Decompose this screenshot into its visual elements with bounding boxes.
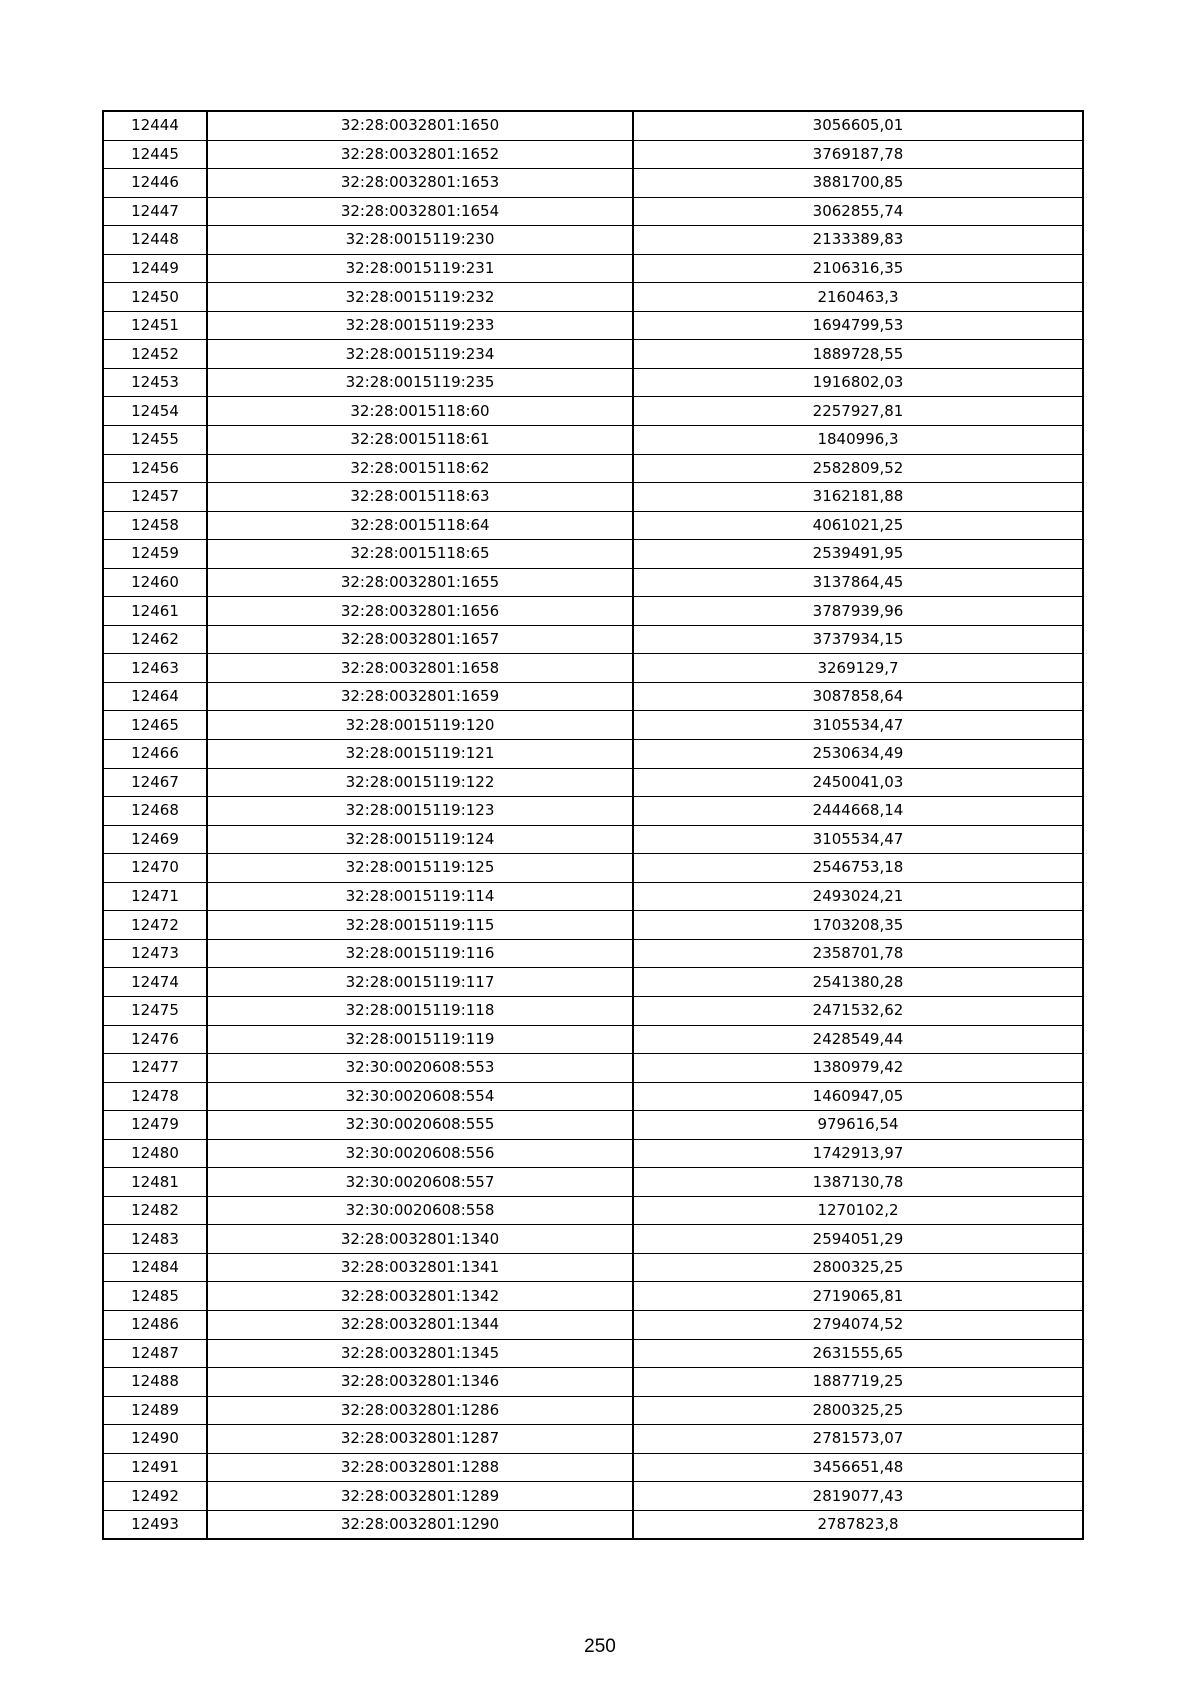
cadastral-value-table (102, 110, 1084, 1540)
table-row (103, 1339, 1083, 1368)
row-number-cell: 12465 (103, 711, 207, 740)
table-row (103, 1453, 1083, 1482)
row-number-cell: 12491 (103, 1453, 207, 1482)
cadastral-number-cell: 32:28:0032801:1342 (207, 1282, 633, 1311)
value-cell: 2819077,43 (633, 1482, 1083, 1511)
value-cell: 4061021,25 (633, 511, 1083, 540)
row-number-cell: 12458 (103, 511, 207, 540)
value-cell: 2450041,03 (633, 768, 1083, 797)
value-cell: 2539491,95 (633, 540, 1083, 569)
table-row (103, 682, 1083, 711)
value-cell: 2444668,14 (633, 797, 1083, 826)
cadastral-number-cell: 32:28:0032801:1655 (207, 568, 633, 597)
cadastral-number-cell: 32:28:0015118:61 (207, 426, 633, 455)
value-cell: 2582809,52 (633, 454, 1083, 483)
value-cell: 2631555,65 (633, 1339, 1083, 1368)
cadastral-number-cell: 32:28:0032801:1341 (207, 1253, 633, 1282)
row-number-cell: 12481 (103, 1168, 207, 1197)
table-row (103, 1225, 1083, 1254)
row-number-cell: 12482 (103, 1196, 207, 1225)
table-row (103, 1282, 1083, 1311)
cadastral-number-cell: 32:28:0015119:114 (207, 882, 633, 911)
page-number: 250 (584, 1636, 616, 1657)
cadastral-number-cell: 32:28:0015119:124 (207, 825, 633, 854)
cadastral-number-cell: 32:30:0020608:556 (207, 1139, 633, 1168)
value-cell: 2594051,29 (633, 1225, 1083, 1254)
row-number-cell: 12471 (103, 882, 207, 911)
table-row (103, 511, 1083, 540)
value-cell: 3087858,64 (633, 682, 1083, 711)
cadastral-number-cell: 32:28:0015119:122 (207, 768, 633, 797)
row-number-cell: 12467 (103, 768, 207, 797)
table-row (103, 1025, 1083, 1054)
value-cell: 3105534,47 (633, 711, 1083, 740)
row-number-cell: 12459 (103, 540, 207, 569)
row-number-cell: 12464 (103, 682, 207, 711)
cadastral-number-cell: 32:30:0020608:553 (207, 1054, 633, 1083)
value-cell: 3062855,74 (633, 197, 1083, 226)
table-row (103, 1310, 1083, 1339)
table-row (103, 1139, 1083, 1168)
value-cell: 1840996,3 (633, 426, 1083, 455)
table-row (103, 540, 1083, 569)
table-row (103, 226, 1083, 255)
cadastral-number-cell: 32:28:0015119:119 (207, 1025, 633, 1054)
table-row (103, 368, 1083, 397)
row-number-cell: 12474 (103, 968, 207, 997)
table-row (103, 1054, 1083, 1083)
cadastral-number-cell: 32:28:0032801:1286 (207, 1396, 633, 1425)
row-number-cell: 12446 (103, 169, 207, 198)
table-row (103, 740, 1083, 769)
value-cell: 2800325,25 (633, 1253, 1083, 1282)
table-row (103, 996, 1083, 1025)
table-row (103, 911, 1083, 940)
row-number-cell: 12493 (103, 1510, 207, 1539)
row-number-cell: 12479 (103, 1111, 207, 1140)
cadastral-number-cell: 32:28:0032801:1346 (207, 1368, 633, 1397)
row-number-cell: 12455 (103, 426, 207, 455)
row-number-cell: 12460 (103, 568, 207, 597)
value-cell: 2106316,35 (633, 254, 1083, 283)
table-row (103, 254, 1083, 283)
cadastral-number-cell: 32:28:0032801:1650 (207, 111, 633, 140)
row-number-cell: 12486 (103, 1310, 207, 1339)
value-cell: 3737934,15 (633, 625, 1083, 654)
row-number-cell: 12473 (103, 939, 207, 968)
value-cell: 3787939,96 (633, 597, 1083, 626)
row-number-cell: 12469 (103, 825, 207, 854)
cadastral-number-cell: 32:28:0032801:1654 (207, 197, 633, 226)
table-row (103, 768, 1083, 797)
cadastral-number-cell: 32:28:0032801:1289 (207, 1482, 633, 1511)
cadastral-number-cell: 32:30:0020608:558 (207, 1196, 633, 1225)
table-row (103, 597, 1083, 626)
cadastral-number-cell: 32:28:0032801:1652 (207, 140, 633, 169)
table-row (103, 169, 1083, 198)
cadastral-number-cell: 32:28:0015119:120 (207, 711, 633, 740)
value-cell: 3456651,48 (633, 1453, 1083, 1482)
cadastral-number-cell: 32:28:0015118:65 (207, 540, 633, 569)
cadastral-number-cell: 32:28:0032801:1340 (207, 1225, 633, 1254)
row-number-cell: 12466 (103, 740, 207, 769)
value-cell: 2493024,21 (633, 882, 1083, 911)
value-cell: 2541380,28 (633, 968, 1083, 997)
row-number-cell: 12475 (103, 996, 207, 1025)
row-number-cell: 12463 (103, 654, 207, 683)
table-row (103, 140, 1083, 169)
row-number-cell: 12453 (103, 368, 207, 397)
table-row (103, 711, 1083, 740)
cadastral-number-cell: 32:28:0015118:60 (207, 397, 633, 426)
row-number-cell: 12487 (103, 1339, 207, 1368)
cadastral-number-cell: 32:28:0015119:116 (207, 939, 633, 968)
table-row (103, 654, 1083, 683)
row-number-cell: 12472 (103, 911, 207, 940)
table-row (103, 625, 1083, 654)
table-row (103, 1111, 1083, 1140)
table-row (103, 1196, 1083, 1225)
value-cell: 2428549,44 (633, 1025, 1083, 1054)
table-row (103, 1082, 1083, 1111)
value-cell: 2358701,78 (633, 939, 1083, 968)
row-number-cell: 12456 (103, 454, 207, 483)
cadastral-number-cell: 32:28:0032801:1658 (207, 654, 633, 683)
row-number-cell: 12462 (103, 625, 207, 654)
cadastral-number-cell: 32:28:0015118:63 (207, 483, 633, 512)
table-row (103, 1482, 1083, 1511)
table-row (103, 939, 1083, 968)
value-cell: 3162181,88 (633, 483, 1083, 512)
table-row (103, 568, 1083, 597)
value-cell: 2800325,25 (633, 1396, 1083, 1425)
cadastral-number-cell: 32:28:0015119:230 (207, 226, 633, 255)
cadastral-number-cell: 32:28:0015118:64 (207, 511, 633, 540)
table-row (103, 197, 1083, 226)
table-row (103, 111, 1083, 140)
row-number-cell: 12452 (103, 340, 207, 369)
cadastral-number-cell: 32:28:0032801:1653 (207, 169, 633, 198)
value-cell: 2787823,8 (633, 1510, 1083, 1539)
value-cell: 1887719,25 (633, 1368, 1083, 1397)
value-cell: 1460947,05 (633, 1082, 1083, 1111)
row-number-cell: 12490 (103, 1425, 207, 1454)
cadastral-number-cell: 32:28:0032801:1345 (207, 1339, 633, 1368)
table-row (103, 426, 1083, 455)
value-cell: 979616,54 (633, 1111, 1083, 1140)
row-number-cell: 12470 (103, 854, 207, 883)
row-number-cell: 12447 (103, 197, 207, 226)
table-row (103, 483, 1083, 512)
row-number-cell: 12492 (103, 1482, 207, 1511)
row-number-cell: 12485 (103, 1282, 207, 1311)
cadastral-number-cell: 32:28:0015119:232 (207, 283, 633, 312)
value-cell: 1380979,42 (633, 1054, 1083, 1083)
value-cell: 2471532,62 (633, 996, 1083, 1025)
table-row (103, 968, 1083, 997)
cadastral-number-cell: 32:28:0015119:117 (207, 968, 633, 997)
table-row (103, 882, 1083, 911)
value-cell: 1387130,78 (633, 1168, 1083, 1197)
cadastral-number-cell: 32:28:0032801:1656 (207, 597, 633, 626)
cadastral-number-cell: 32:28:0015119:235 (207, 368, 633, 397)
row-number-cell: 12445 (103, 140, 207, 169)
cadastral-number-cell: 32:28:0015119:125 (207, 854, 633, 883)
cadastral-number-cell: 32:28:0015119:115 (207, 911, 633, 940)
table-row (103, 854, 1083, 883)
value-cell: 3769187,78 (633, 140, 1083, 169)
value-cell: 3269129,7 (633, 654, 1083, 683)
value-cell: 1742913,97 (633, 1139, 1083, 1168)
row-number-cell: 12489 (103, 1396, 207, 1425)
cadastral-number-cell: 32:28:0015119:233 (207, 311, 633, 340)
row-number-cell: 12449 (103, 254, 207, 283)
row-number-cell: 12480 (103, 1139, 207, 1168)
value-cell: 1694799,53 (633, 311, 1083, 340)
cadastral-number-cell: 32:28:0015119:234 (207, 340, 633, 369)
table-row (103, 397, 1083, 426)
table-body (103, 111, 1083, 1539)
cadastral-number-cell: 32:28:0015119:118 (207, 996, 633, 1025)
row-number-cell: 12478 (103, 1082, 207, 1111)
row-number-cell: 12476 (103, 1025, 207, 1054)
row-number-cell: 12468 (103, 797, 207, 826)
row-number-cell: 12448 (103, 226, 207, 255)
row-number-cell: 12454 (103, 397, 207, 426)
value-cell: 2160463,3 (633, 283, 1083, 312)
table-row (103, 340, 1083, 369)
row-number-cell: 12488 (103, 1368, 207, 1397)
table-row (103, 454, 1083, 483)
value-cell: 3881700,85 (633, 169, 1083, 198)
value-cell: 1889728,55 (633, 340, 1083, 369)
cadastral-number-cell: 32:28:0032801:1287 (207, 1425, 633, 1454)
cadastral-number-cell: 32:28:0032801:1288 (207, 1453, 633, 1482)
cadastral-number-cell: 32:28:0015118:62 (207, 454, 633, 483)
cadastral-number-cell: 32:28:0015119:121 (207, 740, 633, 769)
value-cell: 1916802,03 (633, 368, 1083, 397)
row-number-cell: 12461 (103, 597, 207, 626)
cadastral-number-cell: 32:28:0032801:1657 (207, 625, 633, 654)
row-number-cell: 12451 (103, 311, 207, 340)
value-cell: 2133389,83 (633, 226, 1083, 255)
row-number-cell: 12477 (103, 1054, 207, 1083)
cadastral-number-cell: 32:28:0015119:231 (207, 254, 633, 283)
table-row (103, 1425, 1083, 1454)
cadastral-number-cell: 32:28:0032801:1344 (207, 1310, 633, 1339)
value-cell: 3056605,01 (633, 111, 1083, 140)
value-cell: 1270102,2 (633, 1196, 1083, 1225)
cadastral-number-cell: 32:30:0020608:554 (207, 1082, 633, 1111)
row-number-cell: 12444 (103, 111, 207, 140)
row-number-cell: 12457 (103, 483, 207, 512)
value-cell: 2719065,81 (633, 1282, 1083, 1311)
cadastral-number-cell: 32:28:0032801:1290 (207, 1510, 633, 1539)
table-row (103, 1368, 1083, 1397)
table-row (103, 825, 1083, 854)
cadastral-number-cell: 32:30:0020608:555 (207, 1111, 633, 1140)
table-row (103, 283, 1083, 312)
value-cell: 2794074,52 (633, 1310, 1083, 1339)
row-number-cell: 12484 (103, 1253, 207, 1282)
table-row (103, 1253, 1083, 1282)
table-row (103, 1510, 1083, 1539)
value-cell: 2781573,07 (633, 1425, 1083, 1454)
cadastral-number-cell: 32:28:0015119:123 (207, 797, 633, 826)
cadastral-number-cell: 32:30:0020608:557 (207, 1168, 633, 1197)
value-cell: 2257927,81 (633, 397, 1083, 426)
value-cell: 2530634,49 (633, 740, 1083, 769)
value-cell: 1703208,35 (633, 911, 1083, 940)
value-cell: 2546753,18 (633, 854, 1083, 883)
table-row (103, 1168, 1083, 1197)
row-number-cell: 12483 (103, 1225, 207, 1254)
table-row (103, 311, 1083, 340)
value-cell: 3137864,45 (633, 568, 1083, 597)
table-row (103, 1396, 1083, 1425)
table-row (103, 797, 1083, 826)
value-cell: 3105534,47 (633, 825, 1083, 854)
cadastral-number-cell: 32:28:0032801:1659 (207, 682, 633, 711)
row-number-cell: 12450 (103, 283, 207, 312)
